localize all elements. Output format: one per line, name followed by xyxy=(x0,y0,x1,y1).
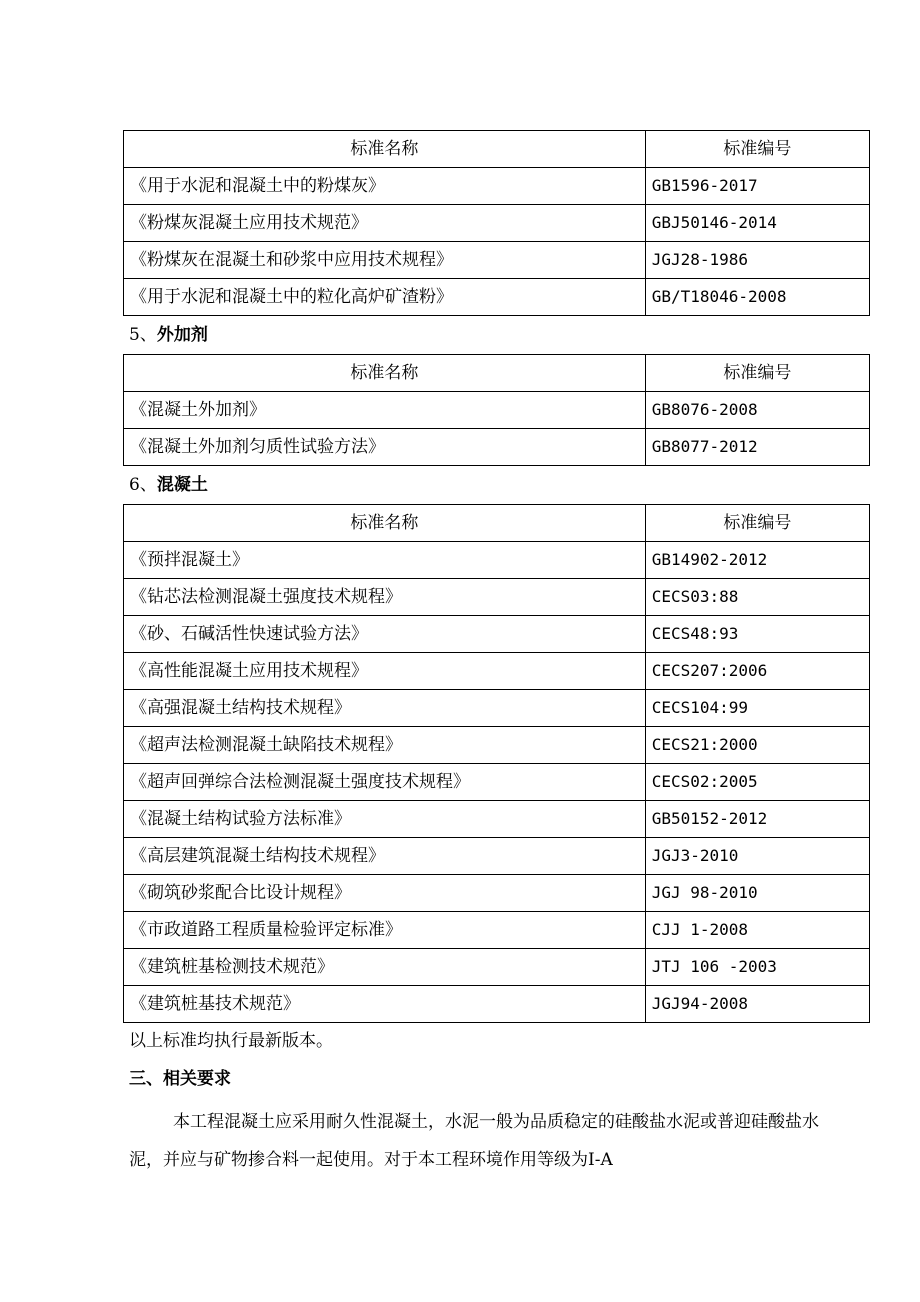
standard-code-cell: GB8077-2012 xyxy=(645,429,869,466)
table-row xyxy=(124,912,870,949)
standard-code-cell: JGJ28-1986 xyxy=(645,242,869,279)
table-header-row xyxy=(124,355,870,392)
section-heading-related-requirements: 三、相关要求 xyxy=(129,1069,231,1089)
table-row xyxy=(124,690,870,727)
table-row xyxy=(124,392,870,429)
table-row xyxy=(124,727,870,764)
table-row xyxy=(124,653,870,690)
header-standard-name: 标准名称 xyxy=(124,355,646,392)
standard-name-cell: 《高强混凝土结构技术规程》 xyxy=(124,690,646,727)
document-page xyxy=(123,130,870,1179)
section-heading-5 xyxy=(123,316,870,354)
standard-name-cell: 《钻芯法检测混凝土强度技术规程》 xyxy=(124,579,646,616)
table-row xyxy=(124,986,870,1023)
standard-code-cell: CJJ 1-2008 xyxy=(645,912,869,949)
table-row xyxy=(124,838,870,875)
section-title: 外加剂 xyxy=(156,325,208,345)
table-row xyxy=(124,205,870,242)
standard-name-cell: 《高性能混凝土应用技术规程》 xyxy=(124,653,646,690)
standard-code-cell: CECS02:2005 xyxy=(645,764,869,801)
standard-name-cell: 《混凝土外加剂》 xyxy=(124,392,646,429)
section-heading-6 xyxy=(123,466,870,504)
standard-name-cell: 《高层建筑混凝土结构技术规程》 xyxy=(124,838,646,875)
standard-name-cell: 《建筑桩基检测技术规范》 xyxy=(124,949,646,986)
standard-name-cell: 《用于水泥和混凝土中的粒化高炉矿渣粉》 xyxy=(124,279,646,316)
standard-name-cell: 《用于水泥和混凝土中的粉煤灰》 xyxy=(124,168,646,205)
header-standard-name: 标准名称 xyxy=(124,505,646,542)
standard-code-cell: CECS21:2000 xyxy=(645,727,869,764)
standard-code-cell: CECS03:88 xyxy=(645,579,869,616)
standard-name-cell: 《粉煤灰混凝土应用技术规范》 xyxy=(124,205,646,242)
table-row xyxy=(124,764,870,801)
standard-name-cell: 《市政道路工程质量检验评定标准》 xyxy=(124,912,646,949)
standard-name-cell: 《预拌混凝土》 xyxy=(124,542,646,579)
table-row xyxy=(124,579,870,616)
standard-code-cell: JTJ 106 -2003 xyxy=(645,949,869,986)
standard-code-cell: CECS207:2006 xyxy=(645,653,869,690)
table-row xyxy=(124,542,870,579)
standards-table-admixtures xyxy=(123,354,870,466)
section-number: 6、 xyxy=(129,475,157,495)
standard-name-cell: 《砌筑砂浆配合比设计规程》 xyxy=(124,875,646,912)
header-standard-code: 标准编号 xyxy=(645,505,869,542)
table-row xyxy=(124,616,870,653)
standard-code-cell: GBJ50146-2014 xyxy=(645,205,869,242)
standard-name-cell: 《建筑桩基技术规范》 xyxy=(124,986,646,1023)
standard-code-cell: GB/T18046-2008 xyxy=(645,279,869,316)
header-standard-code: 标准编号 xyxy=(645,355,869,392)
standard-name-cell: 《超声回弹综合法检测混凝土强度技术规程》 xyxy=(124,764,646,801)
section-number: 5、 xyxy=(129,325,157,345)
standard-name-cell: 《超声法检测混凝土缺陷技术规程》 xyxy=(124,727,646,764)
standard-name-cell: 《混凝土外加剂匀质性试验方法》 xyxy=(124,429,646,466)
standards-table-admixture-materials xyxy=(123,130,870,316)
standard-code-cell: GB1596-2017 xyxy=(645,168,869,205)
standard-name-cell: 《粉煤灰在混凝土和砂浆中应用技术规程》 xyxy=(124,242,646,279)
table-row xyxy=(124,242,870,279)
table-row xyxy=(124,801,870,838)
table-row xyxy=(124,168,870,205)
table-row xyxy=(124,949,870,986)
version-note: 以上标准均执行最新版本。 xyxy=(129,1031,333,1051)
standards-table-concrete xyxy=(123,504,870,1023)
header-standard-name: 标准名称 xyxy=(124,131,646,168)
body-paragraph: 本工程混凝土应采用耐久性混凝土，水泥一般为品质稳定的硅酸盐水泥或普迎硅酸盐水泥，并应与矿物掺合料一起使用。对于本工程环境作用等级为Ⅰ-A xyxy=(129,1112,819,1170)
standard-code-cell: GB14902-2012 xyxy=(645,542,869,579)
table-header-row xyxy=(124,505,870,542)
standard-name-cell: 《混凝土结构试验方法标准》 xyxy=(124,801,646,838)
standard-code-cell: GB50152-2012 xyxy=(645,801,869,838)
standard-name-cell: 《砂、石碱活性快速试验方法》 xyxy=(124,616,646,653)
standard-code-cell: CECS104:99 xyxy=(645,690,869,727)
standard-code-cell: JGJ 98-2010 xyxy=(645,875,869,912)
header-standard-code: 标准编号 xyxy=(645,131,869,168)
standard-code-cell: JGJ94-2008 xyxy=(645,986,869,1023)
table-row xyxy=(124,429,870,466)
standard-code-cell: CECS48:93 xyxy=(645,616,869,653)
table-header-row xyxy=(124,131,870,168)
section-title: 混凝土 xyxy=(156,475,208,495)
standard-code-cell: GB8076-2008 xyxy=(645,392,869,429)
table-row xyxy=(124,875,870,912)
standard-code-cell: JGJ3-2010 xyxy=(645,838,869,875)
table-row xyxy=(124,279,870,316)
